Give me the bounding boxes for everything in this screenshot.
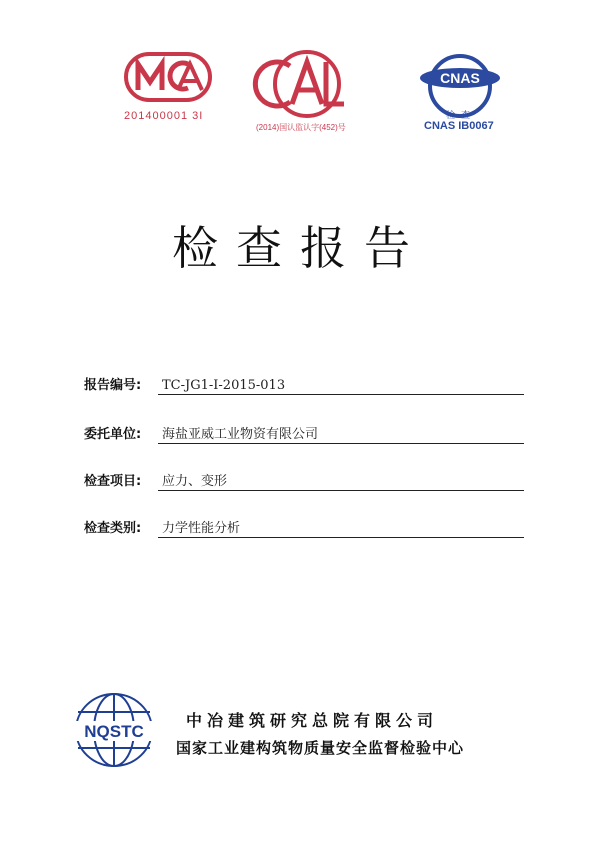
field-value: 海盐亚威工业物资有限公司 — [162, 427, 319, 442]
cma-number: 201400001 3I — [124, 110, 204, 122]
field-inspection-item — [84, 467, 524, 491]
field-label: 检查类别: — [84, 521, 142, 536]
field-label: 检查项目: — [84, 474, 142, 489]
field-label: 报告编号: — [84, 378, 142, 393]
field-client — [84, 420, 524, 444]
field-underline — [158, 443, 524, 444]
certification-logos — [0, 48, 600, 148]
cnas-logo-text: CNAS — [440, 70, 480, 86]
cnas-number: CNAS IB0067 — [424, 120, 494, 132]
nqstc-logo — [64, 690, 164, 770]
field-underline — [158, 537, 524, 538]
report-title: 检查报告 — [172, 221, 428, 275]
organization-name: 中冶建筑研究总院有限公司 — [186, 711, 439, 730]
field-label: 委托单位: — [84, 427, 142, 442]
cma-logo — [118, 48, 218, 136]
field-value: TC-JG1-I-2015-013 — [162, 378, 286, 393]
field-value: 应力、变形 — [162, 474, 228, 489]
field-underline — [158, 394, 524, 395]
cnas-top-text: 检查 — [446, 110, 477, 120]
field-underline — [158, 490, 524, 491]
cal-number: (2014)国认监认字(452)号 — [256, 123, 346, 132]
organization-center-name: 国家工业建构筑物质量安全监督检验中心 — [176, 739, 465, 757]
field-report-number — [84, 371, 524, 395]
nqstc-logo-text: NQSTC — [84, 722, 144, 741]
field-inspection-category — [84, 514, 524, 538]
field-value: 力学性能分析 — [162, 521, 241, 536]
